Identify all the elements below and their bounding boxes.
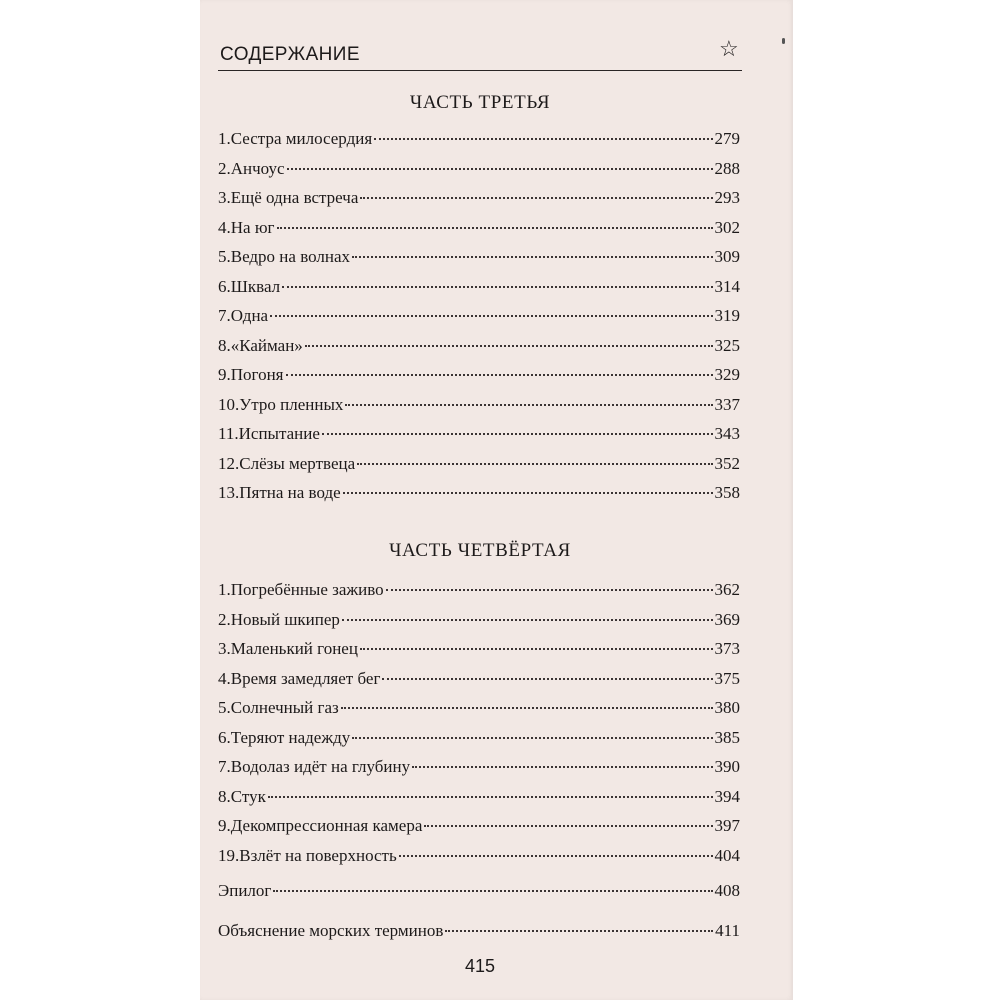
toc-entry-title: Пятна на воде [239, 483, 341, 502]
toc-entry-number: 4. [218, 217, 231, 237]
toc-dot-leader [445, 930, 713, 932]
toc-entry-number: 1. [218, 129, 231, 148]
toc-entry-number: 9. [218, 816, 231, 835]
toc-dot-leader [286, 374, 713, 376]
toc-entry-page: 309 [714, 247, 740, 266]
toc-entry-title: Ещё одна встреча [230, 188, 359, 207]
toc-entry-title: Испытание [238, 424, 320, 443]
toc-entry-title: Утро пленных [239, 394, 344, 414]
toc-entry-number: 9. [218, 365, 231, 384]
toc-dot-leader [322, 433, 713, 435]
toc-entry [218, 479, 740, 507]
toc-entry-page: 352 [714, 453, 740, 473]
toc-entry [218, 184, 740, 212]
toc-entry [218, 420, 740, 448]
toc-entry [218, 877, 740, 905]
toc-entry-title: Шквал [230, 276, 281, 296]
toc-entry-page: 329 [714, 365, 740, 384]
toc-entry-page: 394 [714, 786, 740, 806]
toc-entry-page: 390 [714, 757, 740, 776]
toc-entry-title: На юг [230, 217, 275, 237]
toc-dot-leader [412, 766, 712, 768]
toc-entry-title: Солнечный газ [230, 698, 339, 717]
toc-entry-title: Одна [230, 306, 269, 325]
toc-entry [218, 606, 740, 634]
toc-entry [218, 125, 740, 153]
toc-entry [218, 332, 740, 360]
toc-entry-number: 2. [218, 609, 231, 629]
toc-entry-number: 4. [218, 668, 231, 688]
toc-entry-page: 411 [715, 921, 740, 940]
toc-entry-title: Погоня [230, 365, 284, 384]
toc-entry-page: 369 [714, 609, 740, 629]
toc-entry-title: Сестра милосердия [230, 129, 373, 148]
toc-entry-number: 19. [218, 845, 240, 865]
toc-entry-title: Теряют надежду [230, 727, 351, 747]
toc-entry-title: Стук [230, 786, 266, 806]
toc-entry-number: 2. [218, 158, 231, 178]
toc-entry-number: 8. [218, 335, 231, 355]
toc-entry-page: 380 [714, 698, 740, 717]
toc-entry-number: 5. [218, 247, 231, 266]
toc-dot-leader [352, 256, 712, 258]
toc-entry-page: 293 [714, 188, 740, 207]
toc-dot-leader [270, 315, 712, 317]
part-three-title: ЧАСТЬ ТРЕТЬЯ [409, 92, 551, 113]
toc-entry [218, 361, 740, 389]
toc-entry-number: 5. [218, 698, 231, 717]
toc-entry-title: Ведро на волнах [230, 247, 351, 266]
toc-entry-title: Слёзы мертвеца [239, 453, 356, 473]
book-page [200, 0, 793, 1000]
toc-entry-number: 8. [218, 786, 231, 806]
toc-entry-page: 337 [714, 394, 740, 414]
toc-entry-title: Взлёт на поверхность [239, 845, 397, 865]
toc-entry-title: Погребённые заживо [230, 580, 384, 599]
toc-entry-number: 3. [218, 188, 231, 207]
toc-entry [218, 243, 740, 271]
toc-entry-title: Новый шкипер [230, 609, 340, 629]
part-four-title: ЧАСТЬ ЧЕТВЁРТАЯ [389, 540, 571, 561]
toc-entry [218, 842, 740, 870]
toc-dot-leader [382, 678, 712, 680]
toc-entry-page: 404 [714, 845, 740, 865]
toc-dot-leader [273, 890, 712, 892]
toc-entry [218, 724, 740, 752]
toc-entry-page: 408 [714, 881, 740, 900]
toc-entry [218, 450, 740, 478]
toc-dot-leader [424, 825, 712, 827]
toc-entry-title: Декомпрессионная камера [230, 816, 423, 835]
toc-entry-number: 6. [218, 727, 231, 747]
toc-dot-leader [374, 138, 712, 140]
toc-dot-leader [268, 796, 713, 798]
toc-entry-page: 314 [714, 276, 740, 296]
toc-entry [218, 302, 740, 330]
toc-dot-leader [341, 707, 713, 709]
page-number: 415 [464, 956, 496, 976]
toc-entry-page: 325 [714, 335, 740, 355]
toc-entry-page: 279 [714, 129, 740, 148]
star-outline-icon: ☆ [719, 36, 739, 61]
running-head-title: СОДЕРЖАНИЕ [220, 44, 360, 65]
toc-entry [218, 694, 740, 722]
toc-entry-page: 288 [714, 158, 740, 178]
toc-entry-title: Анчоус [230, 158, 285, 178]
toc-dot-leader [345, 404, 712, 406]
toc-entry-title: Время замедляет бег [230, 668, 381, 688]
toc-entry [218, 665, 740, 693]
toc-entry [218, 753, 740, 781]
toc-entry-page: 375 [714, 668, 740, 688]
toc-entry [218, 812, 740, 840]
toc-entry [218, 917, 740, 945]
toc-entry-page: 343 [714, 424, 740, 443]
toc-entry-number: 6. [218, 276, 231, 296]
toc-dot-leader [399, 855, 713, 857]
toc-entry-page: 373 [714, 639, 740, 658]
header-rule [218, 70, 742, 71]
toc-entry [218, 391, 740, 419]
toc-entry-page: 362 [714, 580, 740, 599]
toc-entry [218, 155, 740, 183]
page-edge-mark [782, 38, 785, 44]
toc-entry-page: 319 [714, 306, 740, 325]
toc-dot-leader [357, 463, 712, 465]
toc-entry-title: Маленький гонец [230, 639, 358, 658]
toc-entry-title: Эпилог [218, 881, 272, 900]
toc-dot-leader [287, 168, 713, 170]
toc-entry-page: 397 [714, 816, 740, 835]
toc-entry-number: 7. [218, 306, 231, 325]
toc-dot-leader [386, 589, 713, 591]
toc-entry-number: 13. [218, 483, 240, 502]
toc-entry [218, 214, 740, 242]
toc-entry [218, 576, 740, 604]
toc-dot-leader [305, 345, 713, 347]
toc-entry-page: 302 [714, 217, 740, 237]
toc-entry-title: Водолаз идёт на глубину [230, 757, 411, 776]
toc-entry [218, 783, 740, 811]
toc-entry-title: Объяснение морских терминов [218, 921, 444, 940]
toc-entry-number: 3. [218, 639, 231, 658]
toc-dot-leader [342, 619, 713, 621]
toc-entry-number: 1. [218, 580, 231, 599]
toc-entry-number: 7. [218, 757, 231, 776]
toc-entry-number: 11. [218, 424, 239, 443]
toc-entry-number: 12. [218, 453, 240, 473]
toc-entry [218, 273, 740, 301]
toc-dot-leader [360, 197, 712, 199]
toc-entry-page: 385 [714, 727, 740, 747]
toc-entry-page: 358 [714, 483, 740, 502]
toc-dot-leader [282, 286, 712, 288]
toc-dot-leader [352, 737, 712, 739]
toc-entry-title: «Кайман» [230, 335, 303, 355]
toc-dot-leader [360, 648, 713, 650]
toc-dot-leader [343, 492, 713, 494]
toc-entry-number: 10. [218, 394, 240, 414]
toc-dot-leader [277, 227, 713, 229]
toc-entry [218, 635, 740, 663]
